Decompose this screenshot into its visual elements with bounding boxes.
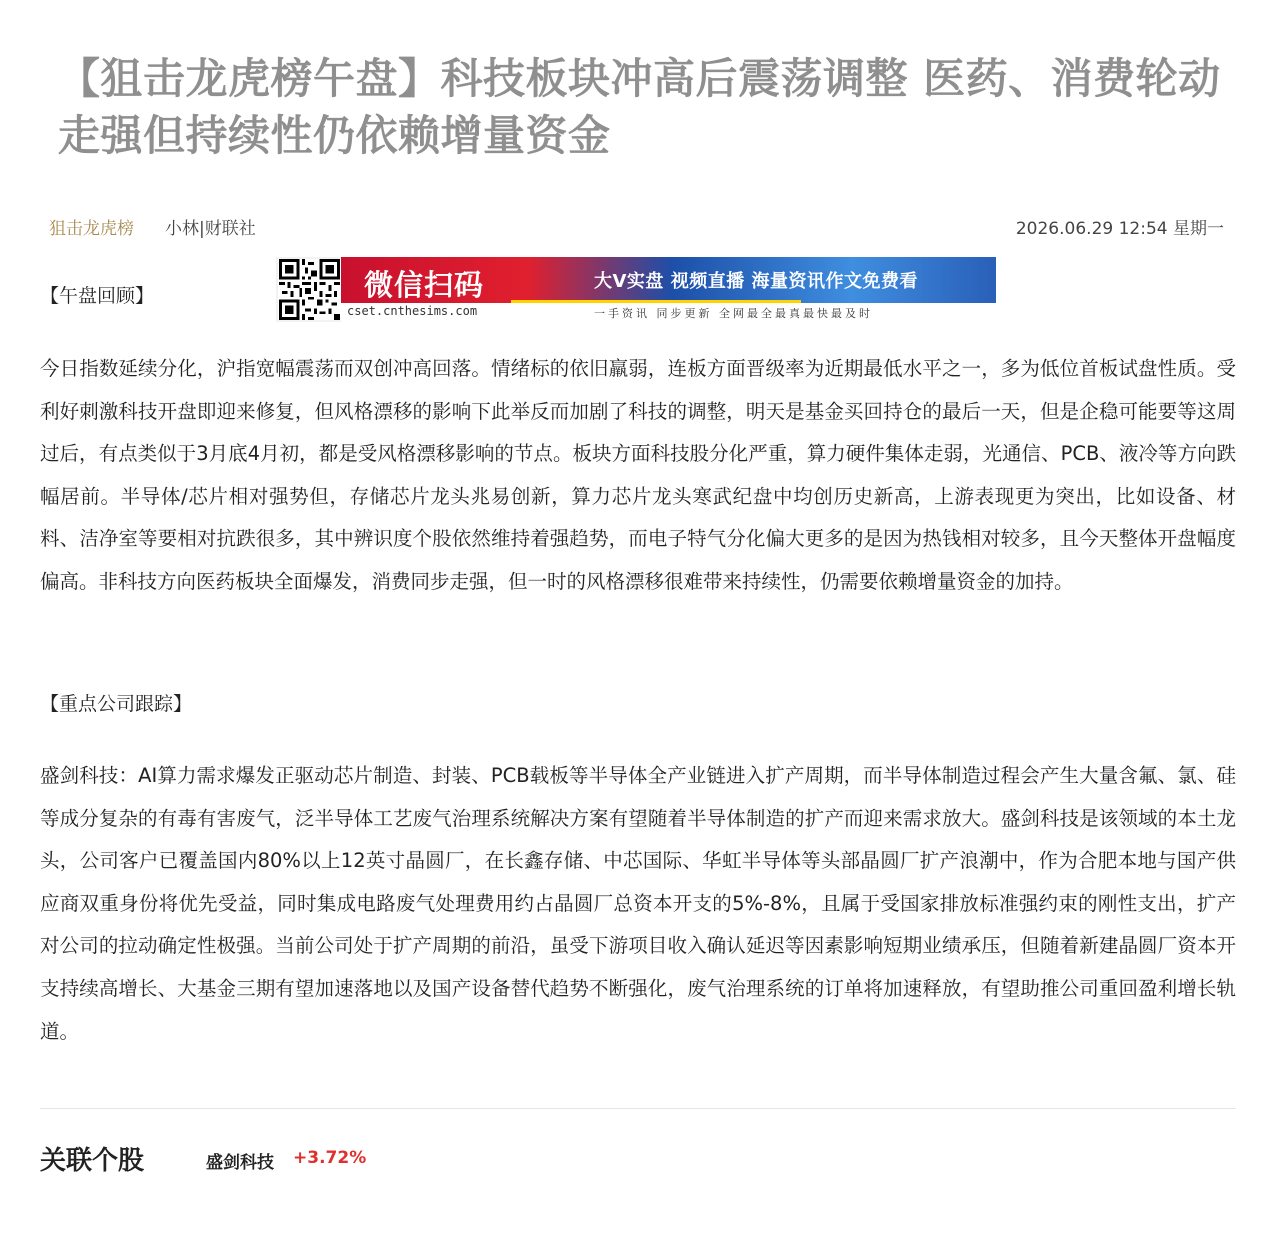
article-meta bbox=[0, 214, 1272, 240]
related-stocks bbox=[40, 1140, 1236, 1180]
related-stocks-title: 关联个股 bbox=[40, 1146, 145, 1176]
paragraph-company: 盛剑科技：AI算力需求爆发正驱动芯片制造、封装、PCB载板等半导体全产业链进入扩产周期，而半导体制造过程会产生大量含氟、氯、硅等成分复杂的有毒有害废气，泛半导体工艺废气治理系统解决方案有望随着半导体制造的扩产而迎来需求放大。盛剑科技是该领域的本土龙头，公司客户已覆盖国内80%以上12英寸晶圆厂，在长鑫存储、中芯国际、华虹半导体等头部晶圆厂扩产浪潮中，作为合肥本地与国产供应商双重身份将优先受益，同时集成电路废气处理费用约占晶圆厂总资本开支的5%-8%，且属于受国家排放标准强约束的刚性支出，扩产对公司的拉动确定性极强。当前公司处于扩产周期的前沿，虽受下游项目收入确认延迟等因素影响短期业绩承压，但随着新建晶圆厂资本开支持续高增长、大基金三期有望加速落地以及国产设备替代趋势不断强化，废气治理系统的订单将加速释放，有望助推公司重回盈利增长轨道。 bbox=[40, 764, 1236, 1043]
article-title: 【狙击龙虎榜午盘】科技板块冲高后震荡调整 医药、消费轮动走强但持续性仍依赖增量资金 bbox=[58, 54, 1221, 160]
paragraph-review: 今日指数延续分化，沪指宽幅震荡而双创冲高回落。情绪标的依旧羸弱，连板方面晋级率为近期最低水平之一，多为低位首板试盘性质。受利好刺激科技开盘即迎来修复，但风格漂移的影响下此举反而加剧了科技的调整，明天是基金买回持仓的最后一天，但是企稳可能要等这周过后，有点类似于3月底4月初，都是受风格漂移影响的节点。板块方面科技股分化严重，算力硬件集体走弱，光通信、PCB、液冷等方向跌幅居前。半导体/芯片相对强势但，存储芯片龙头兆易创新，算力芯片龙头寒武纪盘中均创历史新高，上游表现更为突出，比如设备、材料、洁净室等要相对抗跌很多，其中辨识度个股依然维持着强趋势，而电子特气分化偏大更多的是因为热钱相对较多，且今天整体开盘幅度偏高。非科技方向医药板块全面爆发，消费同步走强，但一时的风格漂移很难带来持续性，仍需要依赖增量资金的加持。 bbox=[40, 357, 1236, 593]
ad-banner[interactable] bbox=[276, 257, 996, 322]
related-stock-link[interactable]: 盛剑科技 bbox=[206, 1153, 274, 1173]
banner-slogan: 大V实盘 视频直播 海量资讯作文免费看 bbox=[594, 271, 918, 292]
banner-bottom-bar bbox=[341, 303, 996, 322]
section-heading-review: 【午盘回顾】 bbox=[40, 285, 155, 307]
banner-headline: 微信扫码 bbox=[364, 268, 485, 302]
banner-subline: 一手资讯 同步更新 全网最全最真最快最及时 bbox=[594, 307, 873, 320]
publish-time: 2026.06.29 12:54 星期一 bbox=[1015, 219, 1224, 239]
column-link[interactable]: 狙击龙虎榜 bbox=[49, 219, 134, 239]
qr-code-icon bbox=[278, 259, 341, 320]
banner-url: cset.cnthesims.com bbox=[347, 304, 478, 318]
section-heading-company: 【重点公司跟踪】 bbox=[40, 693, 193, 715]
cutoff-content bbox=[150, 1249, 430, 1256]
divider bbox=[40, 1108, 1236, 1109]
related-stock-change: +3.72% bbox=[293, 1148, 367, 1168]
author: 小林|财联社 bbox=[165, 219, 256, 239]
